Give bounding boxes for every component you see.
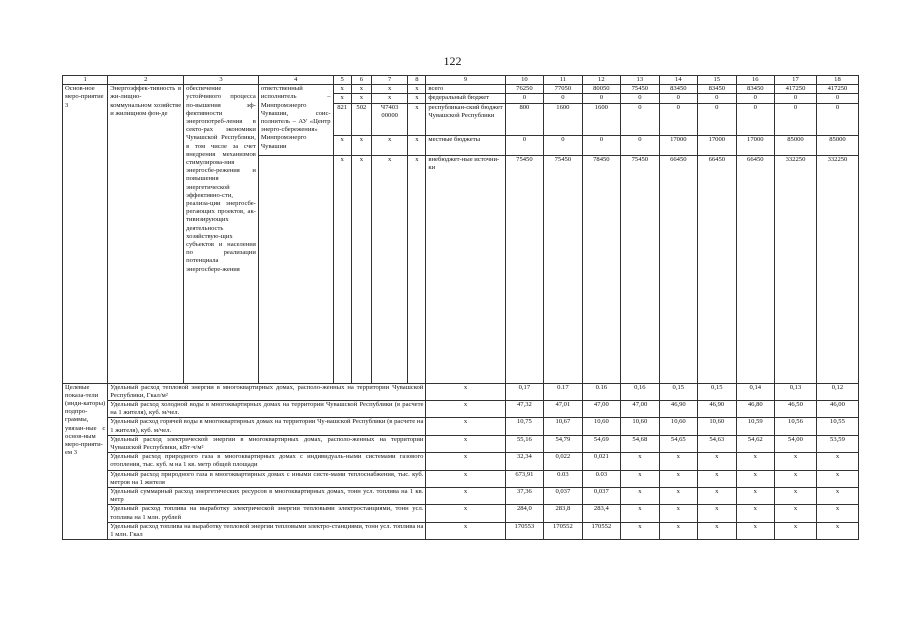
indicator-value: 54,65 <box>659 435 697 452</box>
indicator-value: x <box>621 470 659 487</box>
funding-value: 0 <box>659 103 697 135</box>
indicator-row <box>63 522 859 539</box>
indicator-unit-mark: x <box>426 470 505 487</box>
indicator-value: 0,15 <box>698 383 736 400</box>
funding-value: 78450 <box>582 155 620 383</box>
indicator-value: 0,037 <box>544 488 582 505</box>
indicator-value: x <box>659 470 697 487</box>
indicator-row <box>63 505 859 522</box>
indicator-unit-mark: x <box>426 453 505 470</box>
column-number: 9 <box>426 76 505 85</box>
indicator-name: Удельный суммарный расход энергетических ресурсов в многоквартирных домах, тонн усл. топлива на 1 кв. метр <box>108 488 426 505</box>
indicator-value: x <box>698 488 736 505</box>
column-number: 8 <box>408 76 426 85</box>
indicator-value: 0,15 <box>659 383 697 400</box>
indicator-value: 53,59 <box>816 435 858 452</box>
funding-value: 66450 <box>659 155 697 383</box>
activity-name: Энергоэффек-тивность в жи-лищно-коммунальном хозяйстве и жилищном фон-де <box>108 85 184 383</box>
budget-code-rzpr: 502 <box>351 103 371 135</box>
column-number: 7 <box>372 76 408 85</box>
funding-value: 0 <box>582 94 620 103</box>
indicator-value: 283,4 <box>582 505 620 522</box>
budget-code-rzpr: x <box>351 94 371 103</box>
funding-value: 80050 <box>582 85 620 94</box>
indicator-value: 0,12 <box>816 383 858 400</box>
indicator-row <box>63 418 859 435</box>
indicator-value: 0,021 <box>582 453 620 470</box>
indicator-row <box>63 470 859 487</box>
budget-code-grbs: x <box>333 85 351 94</box>
column-number: 18 <box>816 76 858 85</box>
column-number: 3 <box>184 76 259 85</box>
funding-value: 0 <box>698 103 736 135</box>
funding-value: 0 <box>659 94 697 103</box>
budget-code-vr: x <box>408 135 426 155</box>
indicator-value: x <box>698 470 736 487</box>
indicator-value: 55,16 <box>505 435 543 452</box>
indicator-value: 46,50 <box>775 401 817 418</box>
indicator-row <box>63 383 859 400</box>
indicator-value: 170552 <box>544 522 582 539</box>
indicator-value: 0,17 <box>505 383 543 400</box>
indicator-value: 0.03 <box>582 470 620 487</box>
indicator-value: 0,022 <box>544 453 582 470</box>
indicator-value: x <box>775 488 817 505</box>
budget-code-vr: x <box>408 155 426 383</box>
budget-code-vr: x <box>408 94 426 103</box>
funding-value: 85000 <box>775 135 817 155</box>
indicator-value: 37,36 <box>505 488 543 505</box>
indicator-value: 10,60 <box>582 418 620 435</box>
budget-code-grbs: x <box>333 135 351 155</box>
funding-value: 83450 <box>736 85 774 94</box>
funding-value: 0 <box>816 103 858 135</box>
column-number: 15 <box>698 76 736 85</box>
column-number: 10 <box>505 76 543 85</box>
indicator-value: 54,79 <box>544 435 582 452</box>
indicator-value: x <box>736 505 774 522</box>
indicator-name: Удельный расход горячей воды в многоквартирных домах на территории Чу-вашской Республики (в расчете на 1 жителя), куб. м/чел. <box>108 418 426 435</box>
indicator-value: 10,60 <box>659 418 697 435</box>
indicator-value: x <box>659 453 697 470</box>
funding-value: 66450 <box>698 155 736 383</box>
indicator-unit-mark: x <box>426 383 505 400</box>
header-row <box>63 76 859 85</box>
funding-value: 0 <box>505 135 543 155</box>
indicator-value: 0,14 <box>736 383 774 400</box>
program-table <box>62 75 859 540</box>
indicator-value: 54,69 <box>582 435 620 452</box>
indicator-value: 283,8 <box>544 505 582 522</box>
indicator-value: 284,0 <box>505 505 543 522</box>
budget-code-grbs: 821 <box>333 103 351 135</box>
funding-value: 0 <box>544 135 582 155</box>
funding-source: республикан-ский бюджет Чувашской Республики <box>426 103 505 135</box>
funding-value: 800 <box>505 103 543 135</box>
budget-code-csr: x <box>372 135 408 155</box>
funding-source: местные бюджеты <box>426 135 505 155</box>
indicator-value: 0.17 <box>544 383 582 400</box>
indicator-value: x <box>621 522 659 539</box>
column-number: 6 <box>351 76 371 85</box>
funding-value: 75450 <box>621 85 659 94</box>
indicator-value: 10,56 <box>775 418 817 435</box>
indicator-row <box>63 401 859 418</box>
activity-number: Основ-ное меро-приятие 3 <box>63 85 108 383</box>
budget-code-rzpr: x <box>351 85 371 94</box>
column-number: 12 <box>582 76 620 85</box>
indicator-value: 47,00 <box>582 401 620 418</box>
column-number: 13 <box>621 76 659 85</box>
indicator-value: x <box>736 522 774 539</box>
indicator-unit-mark: x <box>426 401 505 418</box>
funding-source: федеральный бюджет <box>426 94 505 103</box>
indicator-value: 0,16 <box>621 383 659 400</box>
indicator-value: 47,00 <box>621 401 659 418</box>
activity-goal: обеспечение устойчивого процесса по-вышения эф-фективности энергопотреб-ления в секто-рах экономики Чувашской Республики, в том числе за счет внедрения механизмов стимулирова-ния энергосбе-режения и повышения энергетической эффективно-сти, реализа-ции энергосбе-регающих проектов, ак-тивизирующих деятельность хозяйствую-щих субъектов и населения по реализации потенциала энергосбере-жения <box>184 85 259 383</box>
column-number: 16 <box>736 76 774 85</box>
column-number: 14 <box>659 76 697 85</box>
indicator-value: x <box>775 505 817 522</box>
indicator-row <box>63 488 859 505</box>
indicator-row <box>63 453 859 470</box>
column-number: 17 <box>775 76 817 85</box>
activity-row <box>63 85 859 94</box>
budget-code-rzpr: x <box>351 155 371 383</box>
indicator-value: 0.16 <box>582 383 620 400</box>
indicator-value: x <box>816 488 858 505</box>
indicator-name: Удельный расход природного газа в многоквартирных домах с иными систе-мами теплоснабжения, тыс. куб. метров на 1 жителя <box>108 470 426 487</box>
budget-code-csr: x <box>372 85 408 94</box>
indicator-value: 0,13 <box>775 383 817 400</box>
indicator-value: x <box>775 453 817 470</box>
indicator-value: 54,00 <box>775 435 817 452</box>
indicator-value: x <box>736 453 774 470</box>
funding-source: всего <box>426 85 505 94</box>
column-number: 5 <box>333 76 351 85</box>
budget-code-rzpr: x <box>351 135 371 155</box>
funding-value: 0 <box>582 135 620 155</box>
indicator-value: x <box>736 470 774 487</box>
funding-value: 0 <box>621 94 659 103</box>
indicator-value: x <box>621 488 659 505</box>
indicator-value: 54,62 <box>736 435 774 452</box>
indicator-value: 10,60 <box>621 418 659 435</box>
indicator-value: 0,037 <box>582 488 620 505</box>
funding-value: 0 <box>544 94 582 103</box>
empty-cell <box>258 155 333 383</box>
funding-value: 17000 <box>659 135 697 155</box>
indicator-value: 170553 <box>505 522 543 539</box>
indicator-value: x <box>659 505 697 522</box>
indicator-value: 10,59 <box>736 418 774 435</box>
indicator-name: Удельный расход электрической энергии в многоквартирных домах, располо-женных на территории Чувашской Республики, кВт·ч/м² <box>108 435 426 452</box>
indicator-value: x <box>816 505 858 522</box>
indicator-value: 10,67 <box>544 418 582 435</box>
indicator-value: x <box>698 522 736 539</box>
activity-executor: ответственный исполнитель – Минпромэнерго Чувашии, соис-полнитель – АУ «Центр энерго-сбережения» Минпромэнерго Чувашии <box>258 85 333 155</box>
funding-value: 83450 <box>659 85 697 94</box>
indicator-value: x <box>698 505 736 522</box>
funding-value: 0 <box>505 94 543 103</box>
budget-code-csr: Ч7403 00000 <box>372 103 408 135</box>
indicator-name: Удельный расход тепловой энергии в многоквартирных домах, располо-женных на территории Чувашской Республики, Гкал/м² <box>108 383 426 400</box>
indicator-value: 47,01 <box>544 401 582 418</box>
indicator-value: 10,60 <box>698 418 736 435</box>
indicator-name: Удельный расход холодной воды в многоквартирных домах на территории Чувашской Республики (в расчете на 1 жителя), куб. м/чел. <box>108 401 426 418</box>
indicator-value: 47,32 <box>505 401 543 418</box>
budget-code-vr: x <box>408 103 426 135</box>
funding-value: 17000 <box>736 135 774 155</box>
funding-value: 0 <box>736 103 774 135</box>
indicator-value: 54,68 <box>621 435 659 452</box>
indicator-value: 46,80 <box>736 401 774 418</box>
funding-value: 0 <box>621 103 659 135</box>
column-number: 4 <box>258 76 333 85</box>
indicator-value: x <box>816 453 858 470</box>
funding-value: 332250 <box>816 155 858 383</box>
indicator-name: Удельный расход топлива на выработку электрической энергии тепловыми электростанциями, тонн усл. топлива на 1 млн. рублей <box>108 505 426 522</box>
indicator-value: x <box>659 488 697 505</box>
funding-source: внебюджет-ные источни-ки <box>426 155 505 383</box>
funding-value: 77050 <box>544 85 582 94</box>
funding-value: 1600 <box>544 103 582 135</box>
indicators-label: Целевые показа-тели (инди-каторы) подпро-граммы, увязан-ные с основ-ным меро-прияти-ем 3 <box>63 383 108 540</box>
funding-value: 75450 <box>544 155 582 383</box>
indicator-unit-mark: x <box>426 488 505 505</box>
funding-value: 417250 <box>816 85 858 94</box>
funding-value: 1600 <box>582 103 620 135</box>
indicator-value: x <box>621 453 659 470</box>
indicator-unit-mark: x <box>426 522 505 539</box>
funding-value: 417250 <box>775 85 817 94</box>
funding-value: 0 <box>698 94 736 103</box>
indicator-value: 170552 <box>582 522 620 539</box>
indicator-value: x <box>621 505 659 522</box>
indicator-value: 46,90 <box>659 401 697 418</box>
indicator-value: x <box>816 522 858 539</box>
funding-value: 17000 <box>698 135 736 155</box>
indicator-value: x <box>736 488 774 505</box>
funding-value: 83450 <box>698 85 736 94</box>
indicator-value: 54,63 <box>698 435 736 452</box>
indicator-value: x <box>698 453 736 470</box>
indicator-value: x <box>775 470 817 487</box>
indicator-unit-mark: x <box>426 505 505 522</box>
budget-code-vr: x <box>408 85 426 94</box>
indicator-value: 10,75 <box>505 418 543 435</box>
indicator-unit-mark: x <box>426 435 505 452</box>
funding-value: 332250 <box>775 155 817 383</box>
funding-value: 0 <box>736 94 774 103</box>
funding-value: 75450 <box>505 155 543 383</box>
indicator-value: 10,55 <box>816 418 858 435</box>
indicator-value: 46,90 <box>698 401 736 418</box>
indicator-value: 46,00 <box>816 401 858 418</box>
indicator-value: 32,34 <box>505 453 543 470</box>
indicator-value: 673,91 <box>505 470 543 487</box>
indicator-value: x <box>775 522 817 539</box>
indicator-name: Удельный расход топлива на выработку тепловой энергии тепловыми электро-станциями, тонн усл. топлива на 1 млн. Гкал <box>108 522 426 539</box>
funding-value: 0 <box>775 94 817 103</box>
budget-code-grbs: x <box>333 94 351 103</box>
indicator-unit-mark: x <box>426 418 505 435</box>
page-number: 122 <box>443 54 462 68</box>
budget-code-csr: x <box>372 94 408 103</box>
column-number: 2 <box>108 76 184 85</box>
funding-value: 0 <box>816 94 858 103</box>
funding-value: 0 <box>621 135 659 155</box>
funding-value: 76250 <box>505 85 543 94</box>
funding-value: 85000 <box>816 135 858 155</box>
funding-value: 66450 <box>736 155 774 383</box>
indicator-name: Удельный расход природного газа в многоквартирных домах с индивидуаль-ными системами газового отопления, тыс. куб. м на 1 кв. метр общей площади <box>108 453 426 470</box>
budget-code-csr: x <box>372 155 408 383</box>
column-number: 1 <box>63 76 108 85</box>
indicator-value: 0.03 <box>544 470 582 487</box>
indicator-row <box>63 435 859 452</box>
indicator-value: x <box>659 522 697 539</box>
budget-code-grbs: x <box>333 155 351 383</box>
indicator-value: x <box>816 470 858 487</box>
column-number: 11 <box>544 76 582 85</box>
funding-value: 75450 <box>621 155 659 383</box>
funding-value: 0 <box>775 103 817 135</box>
